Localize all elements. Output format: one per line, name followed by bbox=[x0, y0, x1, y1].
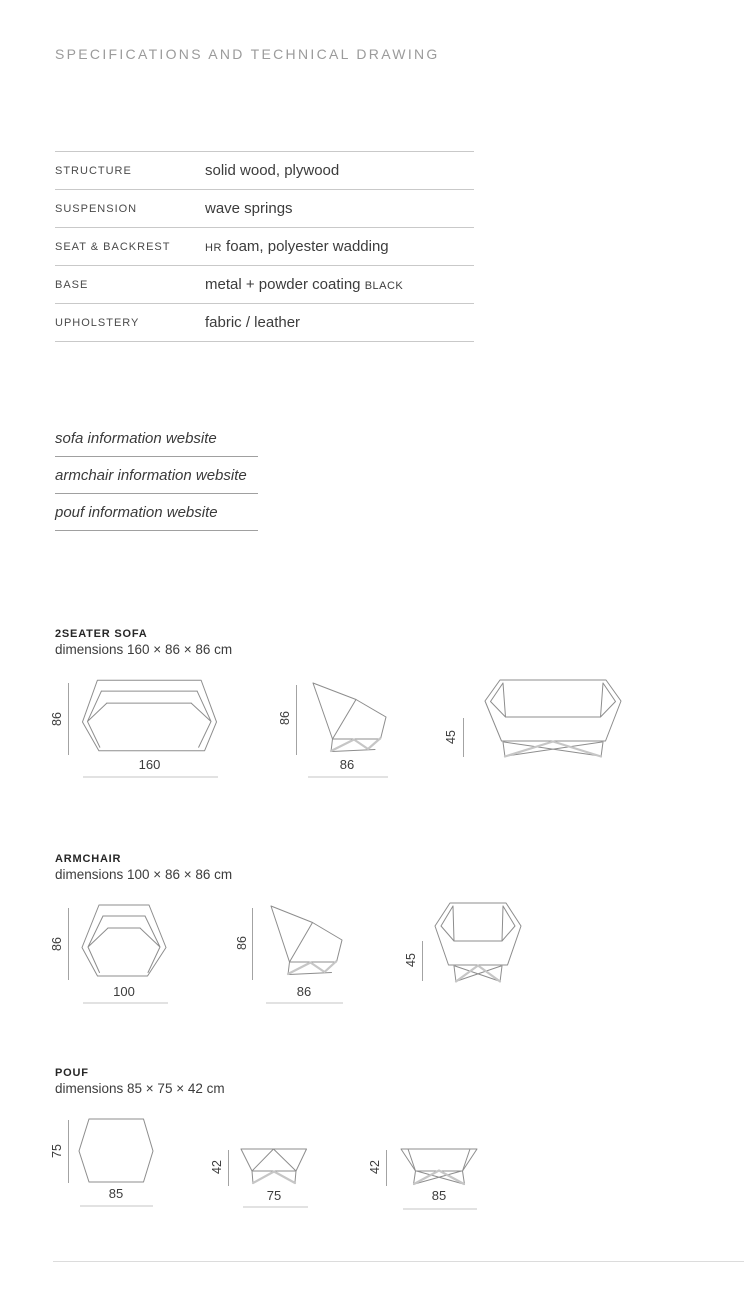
pouf-dimensions-text: dimensions 85 × 75 × 42 cm bbox=[55, 1081, 225, 1096]
pouf-section-title: POUF bbox=[55, 1067, 89, 1079]
spec-row-base bbox=[55, 266, 474, 304]
spec-row-structure bbox=[55, 152, 474, 190]
pouf-front-width-label: 85 bbox=[431, 1188, 447, 1203]
spec-value bbox=[205, 238, 389, 255]
info-links bbox=[55, 430, 258, 541]
pouf-top-height-dimline bbox=[68, 1120, 69, 1183]
armchair-front-view-drawing bbox=[434, 902, 522, 988]
armchair-side-width-dimline bbox=[266, 1002, 343, 1004]
sofa-side-height-label: 86 bbox=[278, 711, 292, 725]
pouf-top-width-dimline bbox=[80, 1205, 153, 1207]
spec-table bbox=[55, 151, 474, 342]
pouf-side-view-drawing bbox=[240, 1148, 308, 1188]
spec-value bbox=[205, 200, 293, 217]
spec-value-text: foam, polyester wadding bbox=[221, 238, 389, 255]
sofa-dimensions-text: dimensions 160 × 86 × 86 cm bbox=[55, 642, 233, 657]
sofa-top-width-dimline bbox=[83, 776, 218, 778]
pouf-top-height-label: 75 bbox=[50, 1144, 64, 1158]
pouf-side-height-dimline bbox=[228, 1150, 229, 1186]
pouf-front-height-label: 42 bbox=[368, 1160, 382, 1174]
pouf-top-width-label: 85 bbox=[108, 1186, 124, 1201]
pouf-info-link[interactable]: pouf information website bbox=[55, 504, 258, 531]
sofa-top-view-drawing bbox=[81, 679, 218, 753]
spec-value bbox=[205, 162, 339, 179]
armchair-top-view-drawing bbox=[81, 904, 167, 978]
pouf-front-width-dimline bbox=[403, 1208, 477, 1210]
spec-label: UPHOLSTERY bbox=[55, 316, 140, 329]
spec-row-seat-backrest bbox=[55, 228, 474, 266]
armchair-top-width-dimline bbox=[83, 1002, 168, 1004]
spec-label: BASE bbox=[55, 278, 89, 291]
sofa-side-width-dimline bbox=[308, 776, 388, 778]
footer-divider bbox=[53, 1261, 744, 1262]
sofa-info-link[interactable]: sofa information website bbox=[55, 430, 258, 457]
armchair-side-width-label: 86 bbox=[296, 984, 312, 999]
armchair-top-height-dimline bbox=[68, 908, 69, 980]
armchair-dimensions-text: dimensions 100 × 86 × 86 cm bbox=[55, 867, 233, 882]
sofa-top-height-label: 86 bbox=[50, 712, 64, 726]
sofa-section-title: 2SEATER SOFA bbox=[55, 628, 148, 640]
spec-label: SUSPENSION bbox=[55, 202, 138, 215]
pouf-side-height-label: 42 bbox=[210, 1160, 224, 1174]
spec-value-text: fabric / leather bbox=[205, 314, 301, 331]
armchair-section-title: ARMCHAIR bbox=[55, 853, 122, 865]
pouf-front-height-dimline bbox=[386, 1150, 387, 1186]
sofa-front-view-drawing bbox=[483, 679, 623, 763]
sofa-top-height-dimline bbox=[68, 683, 69, 755]
spec-value-text: solid wood, plywood bbox=[205, 162, 340, 179]
spec-value-caps: HR bbox=[205, 242, 222, 254]
spec-label: STRUCTURE bbox=[55, 164, 132, 177]
pouf-top-view-drawing bbox=[78, 1118, 154, 1183]
spec-value-text: wave springs bbox=[205, 200, 293, 217]
armchair-side-height-label: 86 bbox=[235, 936, 249, 950]
armchair-info-link[interactable]: armchair information website bbox=[55, 467, 258, 494]
sofa-side-view-drawing bbox=[306, 682, 388, 756]
sofa-side-height-dimline bbox=[296, 685, 297, 755]
armchair-seat-height-dimline bbox=[422, 941, 423, 981]
pouf-front-view-drawing bbox=[400, 1148, 478, 1188]
sofa-side-width-label: 86 bbox=[339, 757, 355, 772]
sofa-top-width-label: 160 bbox=[138, 757, 161, 772]
page-title: SPECIFICATIONS AND TECHNICAL DRAWING bbox=[55, 46, 440, 62]
sofa-seat-height-dimline bbox=[463, 718, 464, 757]
spec-label: SEAT & BACKREST bbox=[55, 240, 171, 253]
spec-row-upholstery bbox=[55, 304, 474, 342]
spec-value bbox=[205, 276, 403, 293]
armchair-top-width-label: 100 bbox=[113, 984, 135, 999]
pouf-side-width-label: 75 bbox=[266, 1188, 282, 1203]
spec-value-caps: BLACK bbox=[364, 280, 404, 292]
armchair-side-height-dimline bbox=[252, 908, 253, 980]
sofa-seat-height-label: 45 bbox=[444, 730, 458, 744]
spec-value bbox=[205, 314, 300, 331]
spec-value-text: metal + powder coating bbox=[205, 276, 365, 293]
spec-row-suspension bbox=[55, 190, 474, 228]
pouf-side-width-dimline bbox=[243, 1206, 308, 1208]
armchair-seat-height-label: 45 bbox=[404, 953, 418, 967]
armchair-side-view-drawing bbox=[264, 905, 344, 979]
armchair-top-height-label: 86 bbox=[50, 937, 64, 951]
